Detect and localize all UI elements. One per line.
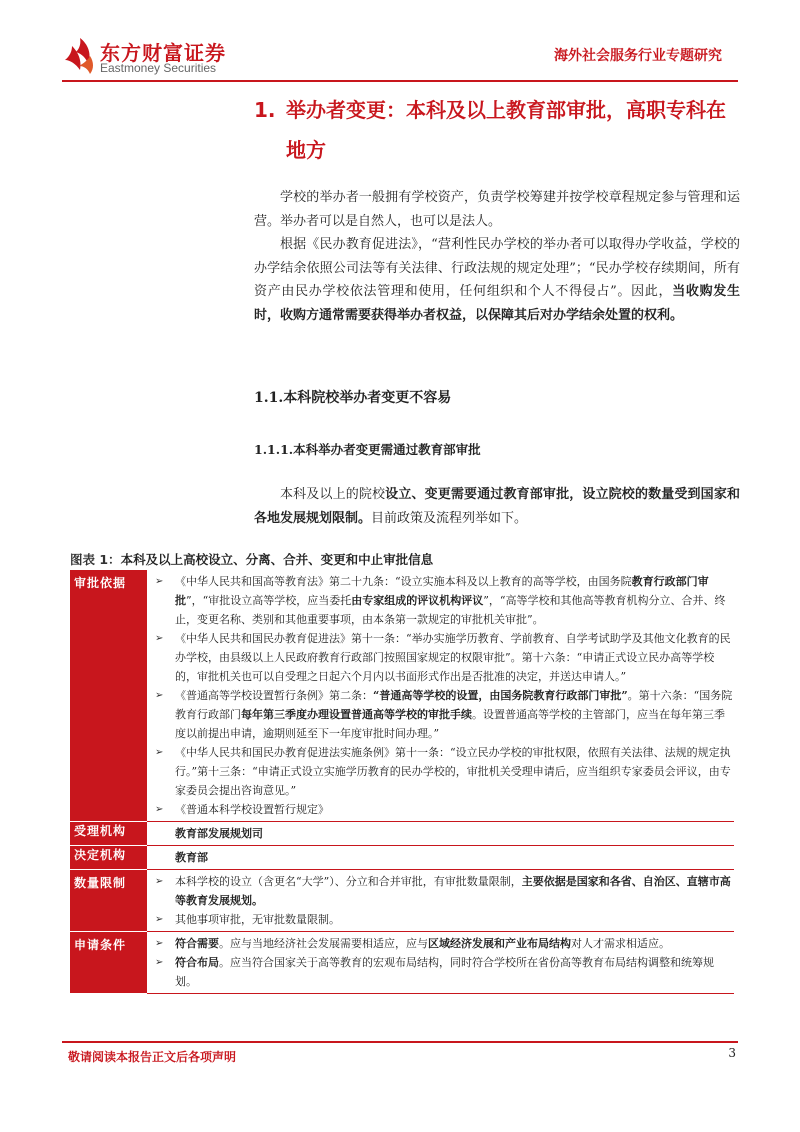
bullet-arrow-icon: ➢ — [155, 576, 164, 587]
quota-text-other: 其他事项审批，无审批数量限制。 — [175, 913, 340, 926]
paragraph-law-reference — [254, 233, 740, 327]
row-content-conditions — [147, 932, 734, 994]
conditions-need-bold: 符合需要 — [175, 937, 219, 950]
row-content-quota — [147, 870, 734, 932]
bullet-arrow-icon: ➢ — [155, 633, 164, 644]
paragraph-approval-intro — [254, 483, 740, 530]
basis-law4-text: 《中华人民共和国民办教育促进法实施条例》第十一条：“设立民办学校的审批权限，依照有关法律、法规的规定执行。”第十三条：“申请正式设立实施学历教育的民办学校的，审批机关受理申请后，应当组织专家委员会评议，由专家委员会提出咨询意见。” — [175, 746, 731, 797]
subsubsection-heading: 1.1.1.本科举办者变更需通过教育部审批 — [254, 442, 481, 457]
list-item — [155, 910, 734, 929]
row-content-acceptor — [147, 822, 734, 846]
acceptor-value: 教育部发展规划司 — [175, 827, 263, 840]
decider-value: 教育部 — [175, 851, 208, 864]
table-row — [70, 846, 734, 870]
section-title-line1: 举办者变更：本科及以上教育部审批，高职专科在 — [286, 98, 726, 122]
quota-bold-b: 主要依据是国家和各省、自治区、直辖市高等教育发展规划。 — [175, 875, 731, 907]
table-row — [70, 570, 734, 822]
bullet-arrow-icon: ➢ — [155, 690, 164, 701]
list-item — [155, 934, 734, 953]
paragraph-sponsor-definition: 学校的举办者一般拥有学校资产，负责学校筹建并按学校章程规定参与管理和运营。举办者可以是自然人，也可以是法人。 — [254, 190, 740, 229]
basis-law1-text-e: ”，“高等学校和其他高等教育机构分立、合并、终止，变更名称、类别和其他重要事项，由本条第一款规定的审批机关审批”。 — [175, 594, 726, 626]
row-label-basis: 审批依据 — [70, 570, 147, 822]
section-number: 1. — [254, 98, 276, 122]
logo-chinese-name: 东方财富证券 — [100, 41, 226, 65]
eastmoney-logo-icon — [62, 36, 98, 76]
row-content-decider — [147, 846, 734, 870]
paragraph-approval-emphasis: 设立、变更需要通过教育部审批，设立院校的数量受到国家和各地发展规划限制。 — [254, 487, 740, 526]
table-caption — [70, 550, 433, 568]
bullet-arrow-icon: ➢ — [155, 747, 164, 758]
subsection-heading: 1.1.本科院校举办者变更不容易 — [254, 390, 452, 406]
approval-info-table — [70, 570, 734, 994]
conditions-need-text2: 对人才需求相适应。 — [571, 937, 670, 950]
footer-divider — [62, 1041, 738, 1043]
paragraph-law-text: 根据《民办教育促进法》，“营利性民办学校的举办者可以取得办学收益，学校的办学结余依照公司法等有关法律、行政法规的规定处理”；“民办学校存续期间，所有资产由民办学校依法管理和使用，任何组织和个人不得侵占”。因此， — [254, 237, 740, 299]
list-item — [155, 629, 734, 686]
list-item — [155, 800, 734, 819]
quota-text-a: 本科学校的设立（含更名“大学”）、分立和合并审批，有审批数量限制， — [175, 875, 522, 888]
row-label-quota: 数量限制 — [70, 870, 147, 932]
bullet-arrow-icon: ➢ — [155, 876, 164, 887]
basis-law3-text-e: 。设置普通高等学校的主管部门，应当在每年第三季度以前提出申请，逾期则延至下一年度审批时间办理。” — [175, 708, 725, 740]
conditions-layout-text: 。应当符合国家关于高等教育的宏观布局结构，同时符合学校所在省份高等教育布局结构调整和统筹规划。 — [175, 956, 714, 988]
paragraph-approval-tail: 目前政策及流程列举如下。 — [371, 510, 528, 526]
conditions-need-text: 。应与当地经济社会发展需要相适应，应与 — [219, 937, 428, 950]
table-row — [70, 822, 734, 846]
list-item — [155, 953, 734, 991]
footer-disclaimer: 敬请阅读本报告正文后各项声明 — [68, 1050, 237, 1064]
basis-law3-text-a: 《普通高等学校设置暂行条例》第二条： — [175, 689, 373, 702]
section-heading — [254, 90, 740, 170]
header-divider — [62, 80, 738, 82]
basis-law1-bold-d: 由专家组成的评议机构评议 — [351, 594, 484, 607]
conditions-layout-bold: 符合布局 — [175, 956, 219, 969]
bullet-arrow-icon: ➢ — [155, 914, 164, 925]
table-caption-text: 本科及以上高校设立、分离、合并、变更和中止审批信息 — [120, 552, 434, 567]
basis-law3-text-c: 。第十六条：“国务院教育行政部门 — [175, 689, 733, 721]
bullet-arrow-icon: ➢ — [155, 804, 164, 815]
table-row — [70, 932, 734, 994]
row-label-acceptor: 受理机构 — [70, 822, 147, 846]
paragraph-law-emphasis: 当收购发生时，收购方通常需要获得举办者权益，以保障其后对办学结余处置的权利。 — [254, 284, 740, 323]
table-row — [70, 870, 734, 932]
basis-law5-text: 《普通本科学校设置暂行规定》 — [175, 803, 329, 816]
bullet-arrow-icon: ➢ — [155, 957, 164, 968]
table-caption-label: 图表 1： — [70, 552, 121, 567]
basis-law3-bold-b: “普通高等学校的设置，由国务院教育行政部门审批” — [373, 689, 628, 702]
basis-law1-bold-b: 教育行政部门审批 — [175, 575, 709, 607]
conditions-need-bold2: 区域经济发展和产业布局结构 — [428, 937, 571, 950]
list-item — [155, 872, 734, 910]
row-label-decider: 决定机构 — [70, 846, 147, 870]
basis-law3-bold-d: 每年第三季度办理设置普通高等学校的审批手续 — [241, 708, 472, 721]
section-title-line2: 地方 — [286, 138, 326, 162]
list-item — [155, 686, 734, 743]
row-content-basis — [147, 570, 734, 822]
bullet-arrow-icon: ➢ — [155, 938, 164, 949]
basis-law1-text-c: ”，“审批设立高等学校，应当委托 — [186, 594, 352, 607]
paragraph-approval-lead: 本科及以上的院校 — [280, 487, 386, 502]
page-number: 3 — [728, 1046, 736, 1060]
basis-law2-text: 《中华人民共和国民办教育促进法》第十一条：“举办实施学历教育、学前教育、自学考试助学及其他文化教育的民办学校，由县级以上人民政府教育行政部门按照国家规定的权限审批”。第十六条：“申请正式设立民办高等学校的，审批机关也可以自受理之日起六个月内以书面形式作出是否批准的决定，并送达申请人。” — [175, 632, 731, 683]
report-title: 海外社会服务行业专题研究 — [554, 48, 722, 64]
row-label-conditions: 申请条件 — [70, 932, 147, 994]
list-item — [155, 572, 734, 629]
list-item — [155, 743, 734, 800]
company-logo — [62, 36, 232, 78]
basis-law1-text-a: 《中华人民共和国高等教育法》第二十九条：“设立实施本科及以上教育的高等学校，由国务院 — [175, 575, 632, 588]
logo-english-name: Eastmoney Securities — [100, 61, 217, 75]
